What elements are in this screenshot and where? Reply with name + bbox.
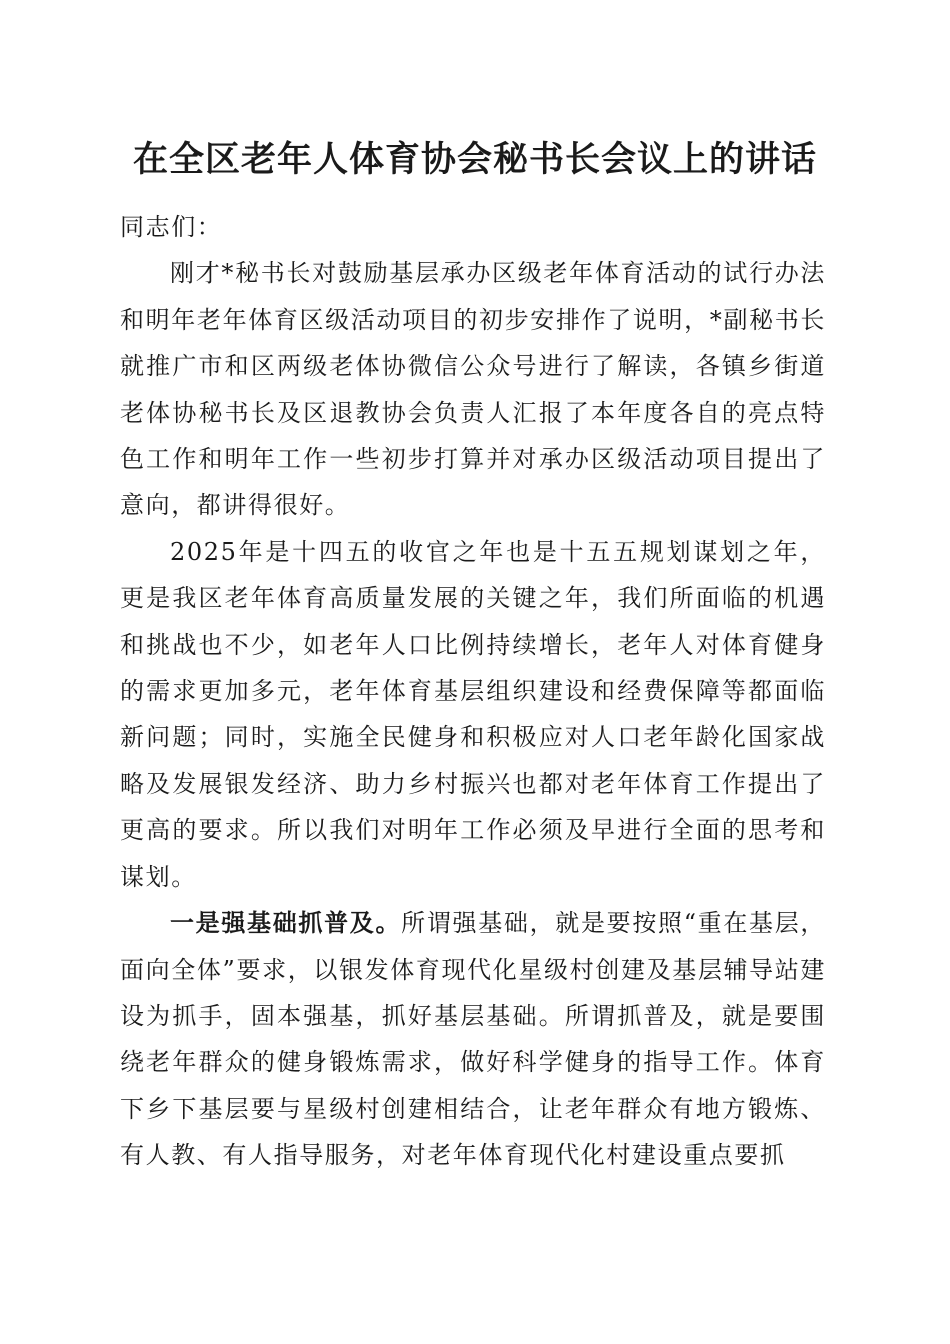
document-body xyxy=(120,204,826,1179)
document-title: 在全区老年人体育协会秘书长会议上的讲话 xyxy=(132,139,817,180)
paragraph-3-text: 所谓强基础，就是要按照“重在基层，面向全体”要求，以银发体育现代化星级村创建及基层辅导站建设为抓手，固本强基，抓好基层基础。所谓抓普及，就是要围绕老年群众的健身锻炼需求，做好科学健身的指导工作。体育下乡下基层要与星级村创建相结合，让老年群众有地方锻炼、有人教、有人指导服务，对老年体育现代化村建设重点要抓 xyxy=(120,909,827,1170)
paragraph-1 xyxy=(120,250,826,528)
salutation: 同志们： xyxy=(120,213,223,241)
paragraph-2-text: 2025年是十四五的收官之年也是十五五规划谋划之年，更是我区老年体育高质量发展的关键之年，我们所面临的机遇和挑战也不少，如老年人口比例持续增长，老年人对体育健身的需求更加多元，老年体育基层组织建设和经费保障等都面临新问题；同时，实施全民健身和积极应对人口老年龄化国家战略及发展银发经济、助力乡村振兴也都对老年体育工作提出了更高的要求。所以我们对明年工作必须及早进行全面的思考和谋划。 xyxy=(120,537,826,891)
paragraph-3-lead: 一是强基础抓普及。 xyxy=(170,908,402,938)
paragraph-2 xyxy=(120,529,826,900)
paragraph-3 xyxy=(120,900,826,1178)
paragraph-1-text: 刚才*秘书长对鼓励基层承办区级老年体育活动的试行办法和明年老年体育区级活动项目的初步安排作了说明，*副秘书长就推广市和区两级老体协微信公众号进行了解读，各镇乡街道老体协秘书长及区退教协会负责人汇报了本年度各自的亮点特色工作和明年工作一些初步打算并对承办区级活动项目提出了意向，都讲得很好。 xyxy=(120,259,826,520)
